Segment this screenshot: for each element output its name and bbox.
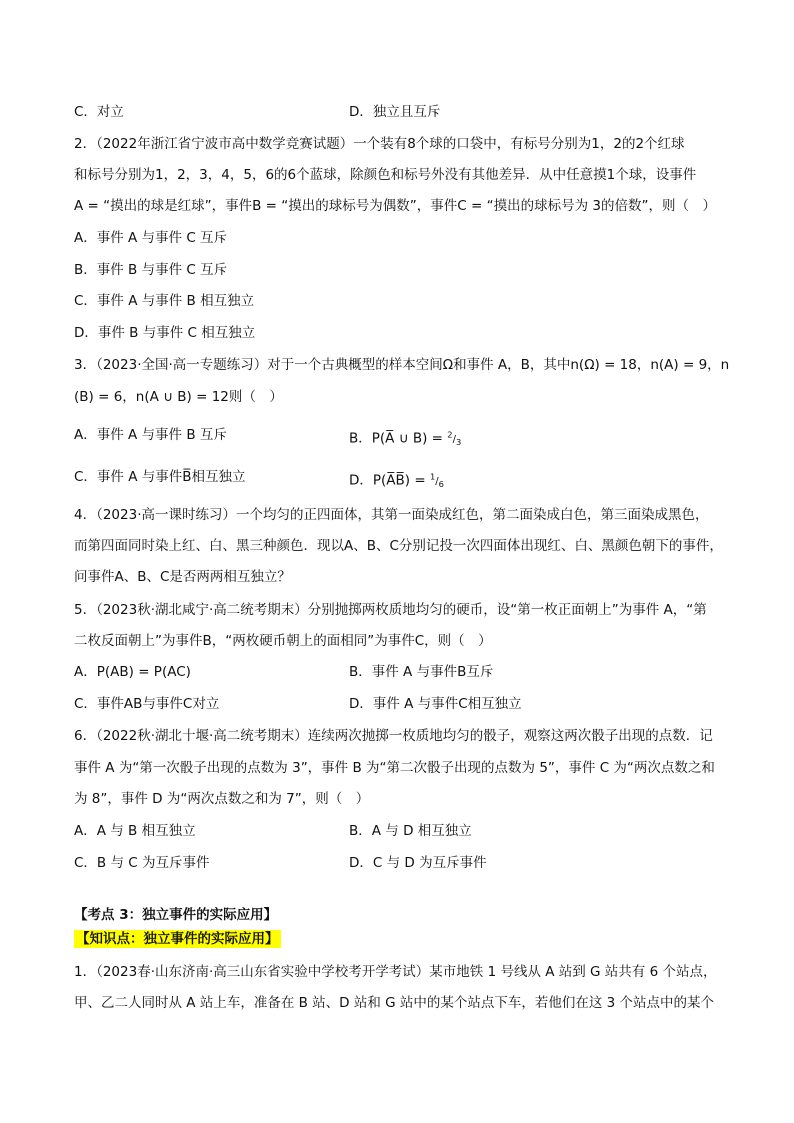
q4-stem-line3: 问事件A、B、C是否两两相互独立？ xyxy=(74,569,291,585)
q1-option-c: C．对立 xyxy=(74,104,124,120)
q2-option-c: C．事件 A 与事件 B 相互独立 xyxy=(74,293,255,309)
q3-option-b-fraction: $^2/_3$ xyxy=(447,430,462,448)
q6-option-b: B．A 与 D 相互独立 xyxy=(349,823,472,839)
q4-stem-line2: 而第四面同时染上红、白、黑三种颜色．现以A、B、C分别记投一次四面体出现红、白、黑颜色朝下的事件， xyxy=(74,538,723,554)
fraction-numerator: 1 xyxy=(429,472,436,482)
q3-option-b xyxy=(349,425,461,452)
q2-option-a: A．事件 A 与事件 C 互斥 xyxy=(74,230,228,246)
fraction-denominator: 3 xyxy=(455,437,462,448)
q6-option-d: D．C 与 D 为互斥事件 xyxy=(349,855,487,871)
q2-stem-line3: A = “摸出的球是红球”，事件B = “摸出的球标号为偶数”，事件C = “摸出的球标号为 3的倍数”，则（ ） xyxy=(74,198,716,214)
q3-option-a: A．事件 A 与事件 B 互斥 xyxy=(74,427,227,443)
q2-stem-line1: 2．（2022年浙江省宁波市高中数学竞赛试题）一个装有8个球的口袋中，有标号分别为1，2的2个红球 xyxy=(74,136,685,152)
q3-option-c: C．事件 A 与事件B̅相互独立 xyxy=(74,469,246,485)
q4-stem-line1: 4．（2023·高一课时练习）一个均匀的正四面体，其第一面染成红色，第二面染成白色，第三面染成黑色， xyxy=(74,507,709,523)
q2-stem-line2: 和标号分别为1，2，3，4，5，6的6个蓝球，除颜色和标号外没有其他差异．从中任意摸1个球，设事件 xyxy=(74,167,697,183)
fraction-numerator: 2 xyxy=(447,430,453,440)
q3-option-d-fraction: $^1/_6$ xyxy=(429,472,444,490)
q5-option-b: B．事件 A 与事件B互斥 xyxy=(349,664,494,680)
q3-stem-line2: (B) = 6，n(A ∪ B) = 12则（ ） xyxy=(74,389,283,405)
q2-option-d: D．事件 B 与事件 C 相互独立 xyxy=(74,325,256,341)
q5-stem-line1: 5．（2023秋·湖北咸宁·高二统考期末）分别抛掷两枚质地均匀的硬币，设“第一枚正面朝上”为事件 A，“第 xyxy=(74,602,707,618)
section-zhishidian-highlight: 【知识点：独立事件的实际应用】 xyxy=(76,931,279,947)
fraction-denominator: 6 xyxy=(438,479,444,490)
q6-stem-line1: 6．（2022秋·湖北十堰·高二统考期末）连续两次抛掷一枚质地均匀的骰子，观察这两次骰子出现的点数．记 xyxy=(74,728,713,744)
q2-option-b: B．事件 B 与事件 C 互斥 xyxy=(74,262,228,278)
q3-option-d-text: D．P(A̅B̅) = xyxy=(349,472,430,489)
q7-stem-line1: 1．（2023春·山东济南·高三山东省实验中学校考开学考试）某市地铁 1 号线从 A 站到 G 站共有 6 个站点， xyxy=(74,964,717,980)
q6-stem-line3: 为 8”，事件 D 为“两次点数之和为 7”，则（ ） xyxy=(74,791,370,807)
q6-option-c: C．B 与 C 为互斥事件 xyxy=(74,855,210,871)
q5-option-c: C．事件AB与事件C对立 xyxy=(74,696,220,712)
q3-option-d xyxy=(349,467,444,494)
q3-option-b-text: B．P(A̅ ∪ B) = xyxy=(349,430,448,447)
section-zhishidian-row xyxy=(74,929,281,949)
q6-stem-line2: 事件 A 为“第一次骰子出现的点数为 3”，事件 B 为“第二次骰子出现的点数为 5”，事件 C 为“两次点数之和 xyxy=(74,760,715,776)
section-kaodian-heading: 【考点 3：独立事件的实际应用】 xyxy=(74,907,278,923)
q1-option-d: D．独立且互斥 xyxy=(349,104,441,120)
q5-stem-line2: 二枚反面朝上”为事件B，“两枚硬币朝上的面相同”为事件C，则（ ） xyxy=(74,633,492,649)
q5-option-a: A．P(AB) = P(AC) xyxy=(74,664,191,680)
q7-stem-line2: 甲、乙二人同时从 A 站上车，准备在 B 站、D 站和 G 站中的某个站点下车，若他们在这 3 个站点中的某个 xyxy=(74,995,715,1011)
q6-option-a: A．A 与 B 相互独立 xyxy=(74,823,196,839)
q3-stem-line1: 3．（2023·全国·高一专题练习）对于一个古典概型的样本空间Ω和事件 A，B，其中n(Ω) = 18，n(A) = 9，n xyxy=(74,357,730,373)
q5-option-d: D．事件 A 与事件C相互独立 xyxy=(349,696,522,712)
